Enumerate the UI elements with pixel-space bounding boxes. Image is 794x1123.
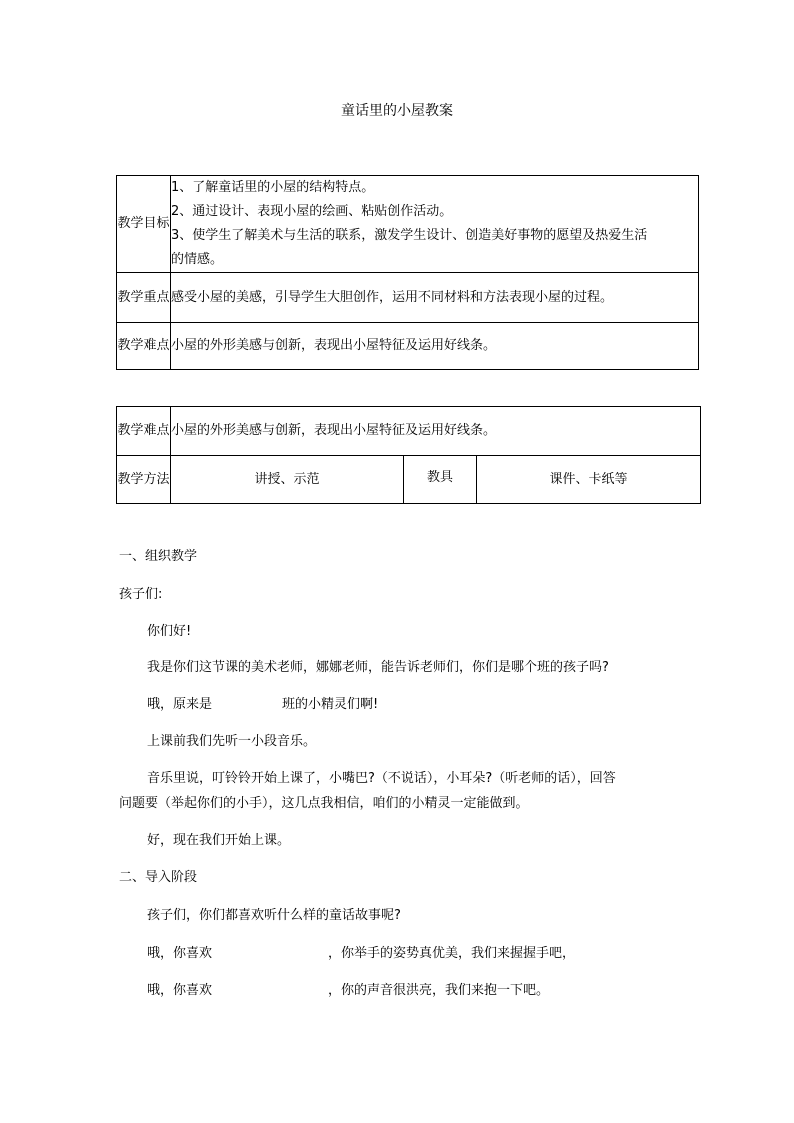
greeting-children: 孩子们: <box>119 587 163 602</box>
paragraph-part: ，你的声音很洪亮，我们来抱一下吧。 <box>328 983 550 998</box>
difficulty-cell-2: 小屋的外形美感与创新，表现出小屋特征及运用好线条。 <box>171 407 701 456</box>
method-header <box>117 456 171 504</box>
tools-cell: 课件、卡纸等 <box>477 456 701 504</box>
key-points-row <box>117 273 699 323</box>
section-heading-intro: 二、导入阶段 <box>119 870 198 885</box>
goal-item: 3、使学生了解美术与生活的联系，激发学生设计、创造美好事物的愿望及热爱生活 <box>171 228 648 243</box>
paragraph: 好，现在我们开始上课。 <box>147 833 291 848</box>
goal-item: 1、了解童话里的小屋的结构特点。 <box>171 180 375 195</box>
goals-header <box>117 176 171 273</box>
difficulty-row-2 <box>117 407 701 456</box>
paragraph: 我是你们这节课的美术老师，娜娜老师，能告诉老师们，你们是哪个班的孩子吗? <box>147 660 609 675</box>
key-points-header-text: 教学重点 <box>117 289 170 305</box>
paragraph-part: 哦，原来是 <box>147 697 213 712</box>
paragraph-part: ，你举手的姿势真优美，我们来握握手吧， <box>328 946 576 961</box>
goals-row <box>117 176 699 273</box>
paragraph: 孩子们，你们都喜欢听什么样的童话故事呢? <box>147 908 401 923</box>
difficulty-cell: 小屋的外形美感与创新，表现出小屋特征及运用好线条。 <box>171 323 699 370</box>
tools-header: 教具 <box>404 456 477 504</box>
method-cell: 讲授、示范 <box>171 456 404 504</box>
goals-cell <box>171 176 699 273</box>
difficulty-header <box>117 323 171 370</box>
difficulty-header-2-text: 教学难点 <box>117 423 170 438</box>
goals-header-text: 教学目标 <box>117 216 170 231</box>
paragraph-part: 哦，你喜欢 <box>147 983 213 998</box>
paragraph: 音乐里说，叮铃铃开始上课了，小嘴巴?（不说话），小耳朵?（听老师的话），回答 <box>147 771 616 786</box>
goal-item: 2、通过设计、表现小屋的绘画、粘贴创作活动。 <box>171 204 453 219</box>
key-points-header <box>117 273 171 323</box>
goal-item: 的情感。 <box>171 252 224 267</box>
section-heading-organize: 一、组织教学 <box>119 549 198 564</box>
difficulty-header-2 <box>117 407 171 456</box>
paragraph: 你们好! <box>147 624 192 639</box>
difficulty-header-text: 教学难点 <box>117 338 170 353</box>
paragraph-part: 班的小精灵们啊! <box>282 697 379 712</box>
key-points-cell: 感受小屋的美感，引导学生大胆创作，运用不同材料和方法表现小屋的过程。 <box>171 273 699 323</box>
paragraph: 上课前我们先听一小段音乐。 <box>147 734 317 749</box>
method-row <box>117 456 701 504</box>
method-header-text: 教学方法 <box>117 471 170 487</box>
lesson-plan-table-1 <box>116 175 699 370</box>
paragraph-part: 哦，你喜欢 <box>147 946 213 961</box>
difficulty-row <box>117 323 699 370</box>
paragraph: 问题要（举起你们的小手），这几点我相信，咱们的小精灵一定能做到。 <box>119 796 529 811</box>
document-title: 童话里的小屋教案 <box>341 103 453 119</box>
lesson-plan-table-2 <box>116 406 701 504</box>
